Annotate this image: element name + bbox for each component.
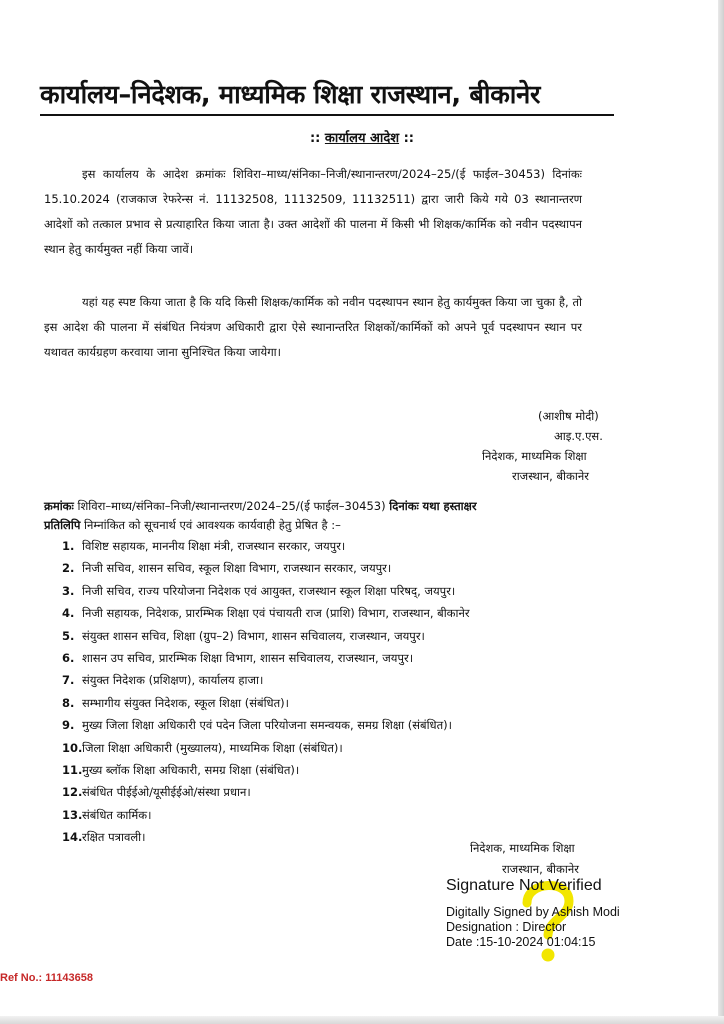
signatory-place: राजस्थान, बीकानेर [512,469,589,483]
signature-status: Signature Not Verified [446,877,602,894]
list-item-number: 6. [62,650,75,665]
list-item-text: निजी सहायक, निदेशक, प्रारम्भिक शिक्षा एवं पंचायती राज (प्राशि) विभाग, राजस्थान, बीकानेर [82,606,470,621]
order-title-prefix: :: [309,131,321,146]
list-item [62,692,622,714]
list-item-text: संबंधित कार्मिक। [82,807,152,822]
signature-details [446,905,636,950]
order-title [0,128,724,146]
list-item-text: विशिष्ट सहायक, माननीय शिक्षा मंत्री, राजस्थान सरकार, जयपुर। [82,539,346,553]
list-item-text: रक्षित पत्रावली। [82,830,146,845]
office-header-title: कार्यालय–निदेशक, माध्यमिक शिक्षा राजस्थान, बीकानेर [40,80,541,110]
page-edge-shadow [718,0,724,1024]
list-item [62,625,622,647]
signatory2-place: राजस्थान, बीकानेर [502,862,579,876]
list-item [62,759,622,781]
digital-signature-block [445,873,655,973]
list-item-text: जिला शिक्षा अधिकारी (मुख्यालय), माध्यमिक शिक्षा (संबंधित)। [82,740,343,755]
signature-signed-by: Digitally Signed by Ashish Modi [446,905,620,919]
list-item-text: सम्भागीय संयुक्त निदेशक, स्कूल शिक्षा (संबंधित)। [82,695,290,710]
list-item-number: 5. [62,628,75,643]
signatory-block [482,406,622,486]
signatory-service: आइ.ए.एस. [554,429,603,443]
list-item [62,535,622,557]
signature-date: Date :15-10-2024 01:04:15 [446,935,596,949]
order-paragraph-2: यहां यह स्पष्ट किया जाता है कि यदि किसी शिक्षक/कार्मिक को नवीन पदस्थापन स्थान हेतु कार्यमुक्त किया जा चुका है, तो इस आदेश की पालना में संबंधित नियंत्रण अधिकारी द्वारा ऐसे स्थानान्तरित शिक्षकों/कार्मिकों को अपने पूर्व पदस्थापन स्थान पर यथावत कार्यग्रहण करवाया जाना सुनिश्चित किया जायेगा। [44,295,582,359]
list-item [62,781,622,803]
distribution-list [62,535,622,848]
list-item-number: 1. [62,539,75,553]
list-item-text: निजी सचिव, राज्य परियोजना निदेशक एवं आयुक्त, राजस्थान स्कूल शिक्षा परिषद्, जयपुर। [82,583,456,598]
list-item-text: मुख्य जिला शिक्षा अधिकारी एवं पदेन जिला परियोजना समन्वयक, समग्र शिक्षा (संबंधित)। [82,718,453,733]
reference-number: शिविरा–माध्य/संनिका–निजी/स्थानान्तरण/2024–25/(ई फाईल–30453) [77,499,386,513]
list-item-number: 2. [62,561,75,576]
reference-line [44,497,634,515]
list-item-number: 8. [62,695,75,710]
signatory-name: (आशीष मोदी) [538,409,599,423]
list-item [62,557,622,579]
reference-date-value: यथा हस्ताक्षर [422,499,477,513]
list-item-number: 14. [62,830,83,845]
list-item-text: मुख्य ब्लॉक शिक्षा अधिकारी, समग्र शिक्षा (संबंधित)। [82,762,300,777]
list-item [62,647,622,669]
list-item-number: 13. [62,807,83,822]
reference-label: क्रमांकः [44,499,74,513]
signature-designation: Designation : Director [446,920,567,934]
list-item-text: संबंधित पीईईओ/यूसीईईओ/संस्था प्रधान। [82,785,251,800]
list-item-number: 10. [62,740,83,755]
list-item [62,580,622,602]
list-item-number: 11. [62,762,83,777]
list-item-text: निजी सचिव, शासन सचिव, स्कूल शिक्षा विभाग, राजस्थान सरकार, जयपुर। [82,561,392,576]
list-item [62,602,622,624]
list-item-number: 3. [62,583,75,598]
signatory-designation: निदेशक, माध्यमिक शिक्षा [482,449,587,463]
order-title-text: कार्यालय आदेश [324,131,400,146]
list-item-number: 7. [62,673,75,688]
copy-line [44,516,634,534]
page-edge-shadow-bottom [0,1016,724,1024]
reference-number-footer: Ref No.: 11143658 [0,972,93,984]
list-item-text: संयुक्त शासन सचिव, शिक्षा (ग्रुप–2) विभाग, शासन सचिवालय, राजस्थान, जयपुर। [82,628,425,643]
order-paragraph-1: इस कार्यालय के आदेश क्रमांकः शिविरा–माध्य/संनिका–निजी/स्थानान्तरण/2024–25/(ई फाईल–30453) दिनांकः 15.10.2024 (राजकाज रेफरेन्स नं. 11132508, 11132509, 11132511) द्वारा जारी किये गये 03 स्थानान्तरण आदेशों को तत्काल प्रभाव से प्रत्याहारित किया जाता है। उक्त आदेशों की पालना में किसी भी शिक्षक/कार्मिक को नवीन पदस्थापन स्थान हेतु कार्यमुक्त नहीं किया जावें। [44,167,582,256]
header-underline [40,114,614,116]
list-item-text: शासन उप सचिव, प्रारम्भिक शिक्षा विभाग, शासन सचिवालय, राजस्थान, जयपुर। [82,650,414,665]
order-title-suffix: :: [403,131,415,146]
list-item [62,669,622,691]
list-item-number: 4. [62,606,75,621]
copy-label: प्रतिलिपि [44,518,81,532]
list-item-text: संयुक्त निदेशक (प्रशिक्षण), कार्यालय हाजा। [82,673,264,688]
list-item [62,714,622,736]
list-item [62,804,622,826]
list-item [62,737,622,759]
reference-date-label: दिनांकः [389,499,419,513]
list-item-number: 12. [62,785,83,800]
copy-text: निम्नांकित को सूचनार्थ एवं आवश्यक कार्यवाही हेतु प्रेषित है :– [84,518,341,532]
signatory2-designation: निदेशक, माध्यमिक शिक्षा [470,841,575,855]
list-item-number: 9. [62,718,75,733]
